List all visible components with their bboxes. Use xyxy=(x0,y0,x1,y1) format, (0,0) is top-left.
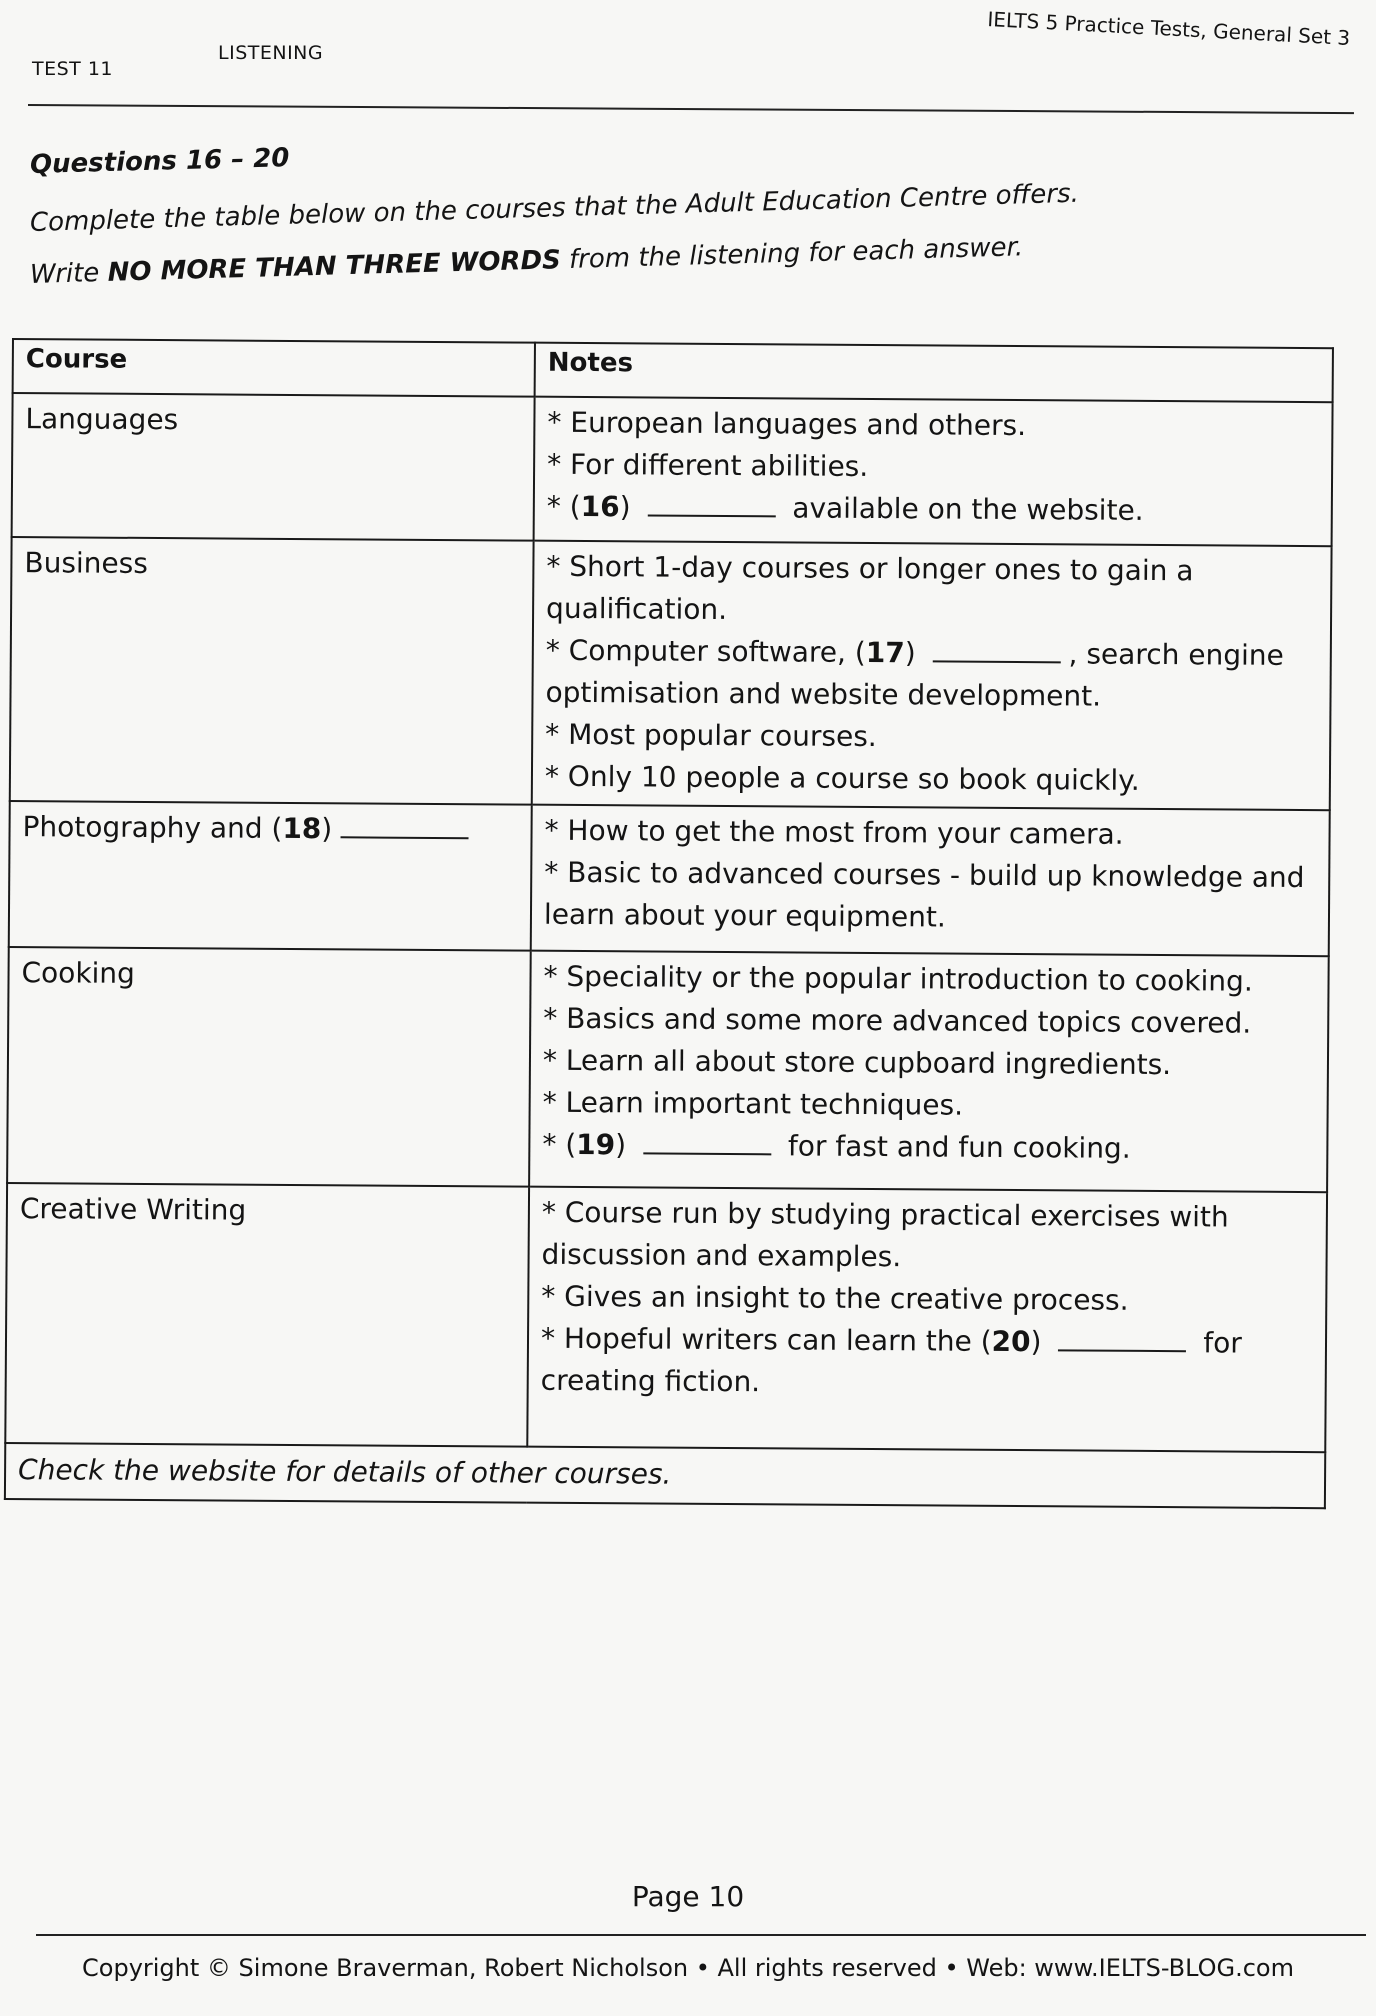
table-row xyxy=(5,1183,1327,1452)
table-row xyxy=(10,537,1332,810)
note-line: * Most popular courses. xyxy=(545,717,877,754)
notes-cell xyxy=(532,541,1332,811)
note-text: , search engine optimisation and website development. xyxy=(545,637,1284,713)
courses-table xyxy=(4,338,1334,1509)
note-line: * Gives an insight to the creative process. xyxy=(541,1279,1129,1317)
course-cell: Languages xyxy=(12,393,535,541)
footer-divider xyxy=(36,1934,1366,1936)
note-line: * Basic to advanced courses - build up knowledge and learn about your equipment. xyxy=(543,855,1305,934)
notes-cell xyxy=(534,397,1333,547)
note-line: * Speciality or the popular introduction to cooking. xyxy=(543,959,1253,998)
question-number-17: 17 xyxy=(865,635,905,670)
note-line: * How to get the most from your camera. xyxy=(544,813,1124,851)
header-book-title: IELTS 5 Practice Tests, General Set 3 xyxy=(986,7,1351,50)
answer-blank-19[interactable] xyxy=(643,1126,771,1155)
note-text: * ( xyxy=(542,1127,577,1161)
course-cell: Cooking xyxy=(7,947,531,1187)
note-text: ) xyxy=(1030,1325,1051,1359)
notes-cell xyxy=(529,951,1329,1193)
note-text: ) xyxy=(904,636,925,670)
note-text: ) xyxy=(615,1128,636,1162)
table-row xyxy=(9,801,1330,956)
column-header-notes: Notes xyxy=(535,343,1333,403)
note-line: * Course run by studying practical exercises with discussion and examples. xyxy=(541,1195,1229,1274)
note-text: ) xyxy=(619,490,640,524)
note-line: * European languages and others. xyxy=(547,405,1027,443)
questions-title: Questions 16 – 20 xyxy=(29,143,290,180)
course-cell: Business xyxy=(10,537,534,805)
note-text: for fast and fun cooking. xyxy=(778,1129,1131,1165)
table-footer-row xyxy=(5,1443,1325,1508)
notes-cell xyxy=(531,805,1330,957)
note-line xyxy=(541,1318,1314,1407)
note-line xyxy=(542,1124,1314,1171)
table-header-row xyxy=(13,339,1333,402)
note-text: * Computer software, ( xyxy=(545,633,866,669)
table-row xyxy=(7,947,1329,1192)
instruction-suffix: from the listening for each answer. xyxy=(560,232,1024,276)
table-footer-note: Check the website for details of other courses. xyxy=(5,1443,1325,1508)
answer-blank-18[interactable] xyxy=(340,810,468,839)
column-header-course: Course xyxy=(13,339,535,397)
note-text: * ( xyxy=(546,489,581,523)
header-section: LISTENING xyxy=(218,42,324,64)
header-divider xyxy=(28,104,1354,114)
question-number-16: 16 xyxy=(580,489,620,524)
instruction-word-limit: NO MORE THAN THREE WORDS xyxy=(107,245,562,288)
answer-blank-20[interactable] xyxy=(1058,1323,1186,1352)
note-line: * For different abilities. xyxy=(547,447,869,483)
note-line: * Learn important techniques. xyxy=(542,1085,964,1122)
copyright-notice: Copyright © Simone Braverman, Robert Nicholson • All rights reserved • Web: www.IELTS-BLOG.com xyxy=(82,1954,1294,1982)
note-line xyxy=(545,630,1318,719)
note-line: * Basics and some more advanced topics covered. xyxy=(543,1001,1252,1040)
instruction-line-1: Complete the table below on the courses that the Adult Education Centre offers. xyxy=(29,178,1080,238)
table-row xyxy=(12,393,1333,546)
header-test-number: TEST 11 xyxy=(32,58,113,80)
question-number-18: 18 xyxy=(282,811,322,846)
note-line: * Only 10 people a course so book quickly. xyxy=(544,759,1140,797)
answer-blank-16[interactable] xyxy=(647,488,775,517)
note-text: for creating fiction. xyxy=(540,1326,1242,1399)
answer-blank-17[interactable] xyxy=(933,634,1061,663)
course-cell xyxy=(9,801,532,951)
course-text: ) xyxy=(321,812,333,846)
instruction-line-2 xyxy=(30,232,1024,290)
courses-table-wrapper xyxy=(4,338,1332,1509)
course-text: Photography and ( xyxy=(22,810,283,845)
note-line: * Short 1-day courses or longer ones to gain a qualification. xyxy=(546,549,1194,626)
notes-cell xyxy=(527,1187,1327,1453)
note-text: * Hopeful writers can learn the ( xyxy=(540,1321,992,1358)
course-cell: Creative Writing xyxy=(5,1183,529,1447)
question-number-20: 20 xyxy=(991,1324,1031,1359)
note-line: * Learn all about store cupboard ingredients. xyxy=(542,1043,1172,1082)
note-text: available on the website. xyxy=(783,491,1144,527)
instruction-prefix: Write xyxy=(29,257,109,290)
page-number: Page 10 xyxy=(631,1880,745,1913)
note-line xyxy=(547,486,1319,533)
question-number-19: 19 xyxy=(576,1127,616,1162)
